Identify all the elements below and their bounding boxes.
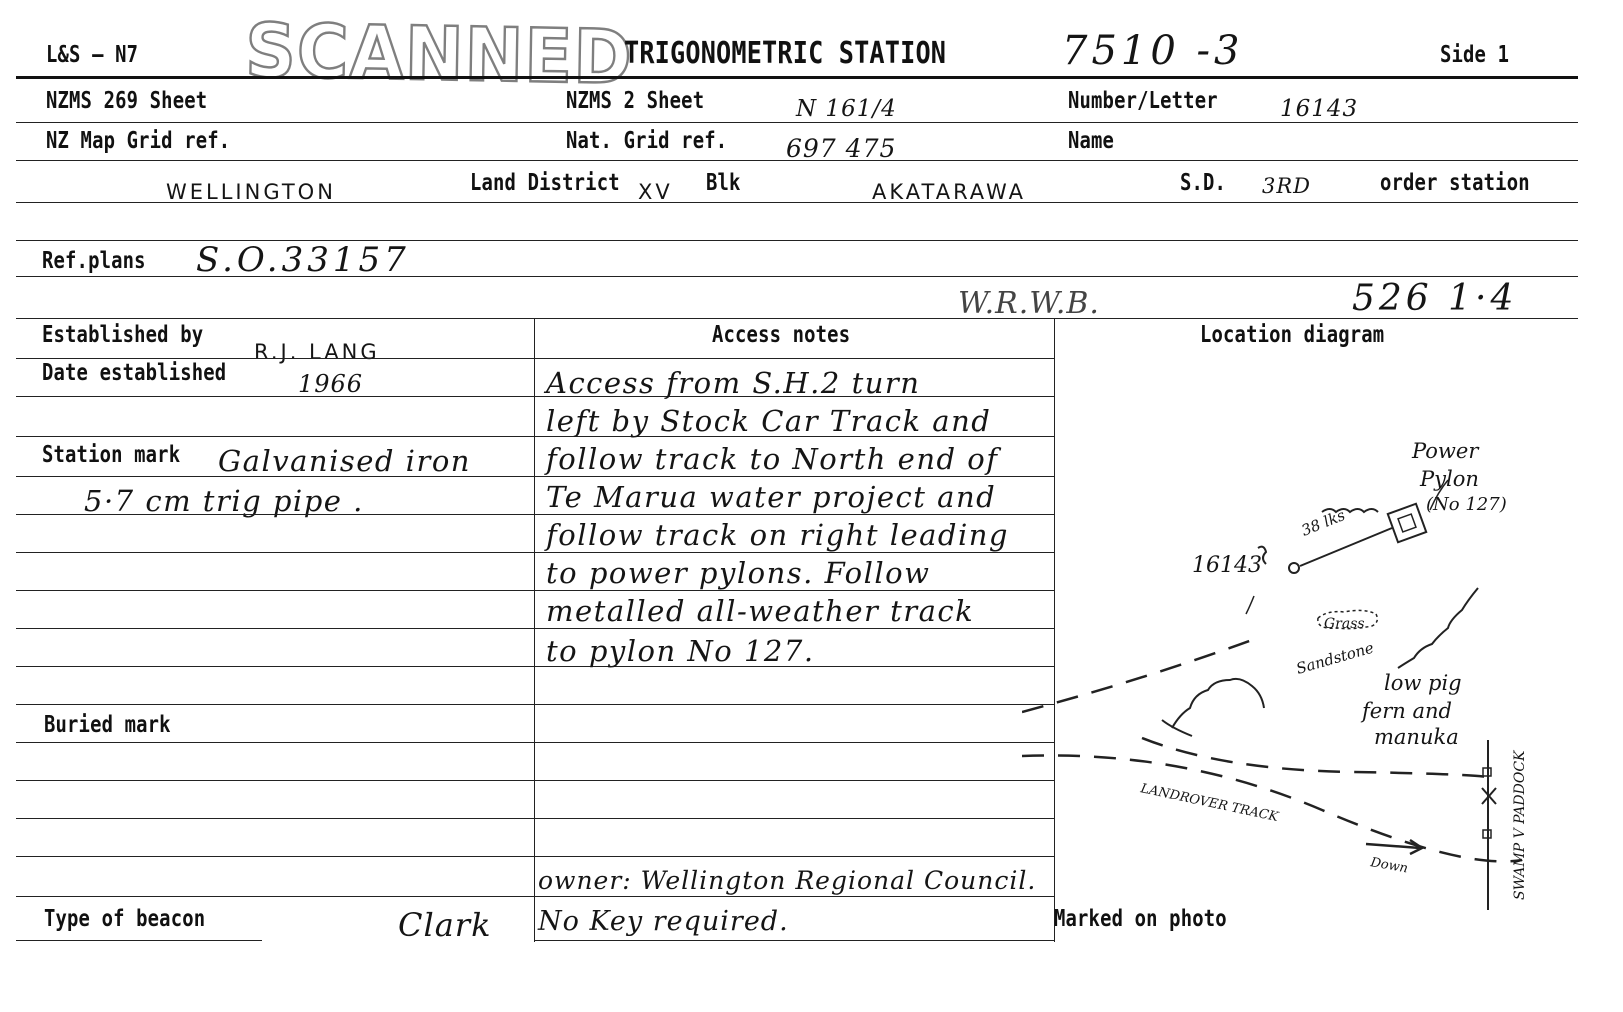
access-note-line: follow track on right leading (546, 518, 1009, 552)
access-note-line: left by Stock Car Track and (546, 404, 992, 438)
access-note-line: Access from S.H.2 turn (546, 366, 921, 400)
access-note-line: to power pylons. Follow (546, 556, 931, 590)
established-by-value: R.J. LANG (254, 340, 380, 364)
column-divider (534, 318, 535, 942)
nzmg-label: NZ Map Grid ref. (46, 128, 231, 154)
station-mark-value-2: 5·7 cm trig pipe . (84, 484, 364, 518)
order-value: 3RD (1262, 174, 1312, 198)
ref-plans-label: Ref.plans (42, 248, 146, 274)
survey-district-value: AKATARAWA (872, 180, 1027, 204)
owner-note: owner: Wellington Regional Council. (538, 866, 1037, 895)
survey-district-label: S.D. (1180, 170, 1227, 196)
row-rule (16, 896, 534, 897)
station-id-label: 16143 (1192, 553, 1262, 578)
row-rule (16, 122, 1578, 123)
row-rule (534, 704, 1054, 705)
track-label: LANDROVER TRACK (1139, 781, 1280, 826)
name-label: Name (1068, 128, 1115, 154)
distance-label: 38 lks (1298, 505, 1348, 540)
nat-grid-label: Nat. Grid ref. (566, 128, 728, 154)
date-established-label: Date established (42, 360, 227, 386)
row-rule (534, 514, 1054, 515)
nzms2-label: NZMS 2 Sheet (566, 88, 705, 114)
down-label: Down (1369, 855, 1410, 877)
department-code: L&S – N7 (46, 42, 139, 68)
nat-grid-value: 697 475 (786, 134, 897, 163)
row-rule (16, 436, 534, 437)
row-rule (16, 856, 534, 857)
row-rule (16, 628, 534, 629)
buried-mark-label: Buried mark (44, 712, 171, 738)
row-rule (16, 818, 534, 819)
station-number: 7510 -3 (1062, 28, 1244, 74)
row-rule (534, 358, 1054, 359)
pylon-word-label: Pylon (1420, 467, 1479, 491)
access-notes-heading: Access notes (712, 322, 851, 348)
station-mark-label: Station mark (42, 442, 181, 468)
scanned-stamp: SCANNED (244, 8, 634, 102)
access-note-line: follow track to North end of (546, 442, 999, 476)
row-rule (534, 818, 1054, 819)
row-rule (16, 358, 534, 359)
date-established-value: 1966 (298, 370, 364, 398)
row-rule (16, 276, 1578, 277)
block-label: Blk (706, 170, 741, 196)
row-rule (16, 590, 534, 591)
row-rule (534, 628, 1054, 629)
row-rule (534, 780, 1054, 781)
vegetation-line-2: fern and (1362, 699, 1452, 723)
beacon-value: Clark (398, 906, 492, 944)
vegetation-line-3: manuka (1374, 725, 1459, 749)
paddock-label: SWAMP V PADDOCK (1512, 750, 1528, 900)
row-rule (16, 160, 1578, 161)
power-label: Power (1412, 439, 1479, 463)
row-rule (534, 590, 1054, 591)
row-rule (16, 940, 262, 941)
form-title: TRIGONOMETRIC STATION (624, 36, 947, 71)
access-note-line: Te Marua water project and (546, 480, 997, 514)
header-rule (16, 76, 1578, 79)
row-rule (16, 476, 534, 477)
section-rule (16, 318, 1578, 319)
pylon-label: (No 127) (1426, 494, 1507, 515)
row-rule (16, 552, 534, 553)
access-note-line: metalled all-weather track (546, 594, 975, 628)
row-rule (534, 896, 1054, 897)
row-rule (534, 940, 1054, 941)
row-rule (16, 704, 534, 705)
block-value: XV (638, 180, 673, 204)
row-rule (16, 666, 534, 667)
row-rule (16, 514, 534, 515)
access-note-line: to pylon No 127. (546, 634, 815, 668)
row-rule (534, 476, 1054, 477)
row-rule (534, 856, 1054, 857)
grass-label: Grass (1324, 616, 1365, 632)
row-rule (534, 552, 1054, 553)
location-diagram-sketch (1022, 340, 1542, 940)
number-letter-value: 16143 (1280, 96, 1359, 122)
marked-on-photo-label: Marked on photo (1054, 906, 1227, 932)
number-letter-label: Number/Letter (1068, 88, 1218, 114)
row-rule (534, 742, 1054, 743)
nzms2-value: N 161/4 (796, 96, 897, 122)
established-by-label: Established by (42, 322, 204, 348)
row-rule (16, 202, 1578, 203)
land-district-label: Land District (470, 170, 620, 196)
row-rule (16, 780, 534, 781)
key-note: No Key required. (538, 906, 789, 937)
nzms269-label: NZMS 269 Sheet (46, 88, 208, 114)
order-label: order station (1380, 170, 1530, 196)
row-rule (16, 742, 534, 743)
vegetation-line-1: low pig (1384, 671, 1462, 695)
authority-code: W.R.W.B. (958, 286, 1100, 321)
land-district-value: WELLINGTON (166, 180, 336, 204)
row-rule (16, 396, 534, 397)
station-mark-value-1: Galvanised iron (218, 444, 471, 478)
beacon-label: Type of beacon (44, 906, 206, 932)
side-label: Side 1 (1440, 42, 1510, 68)
sandstone-label: Sandstone (1294, 638, 1376, 678)
plan-code: 526 1·4 (1352, 278, 1518, 319)
location-diagram-heading: Location diagram (1200, 322, 1385, 348)
ref-plans-value: S.O.33157 (196, 240, 410, 280)
